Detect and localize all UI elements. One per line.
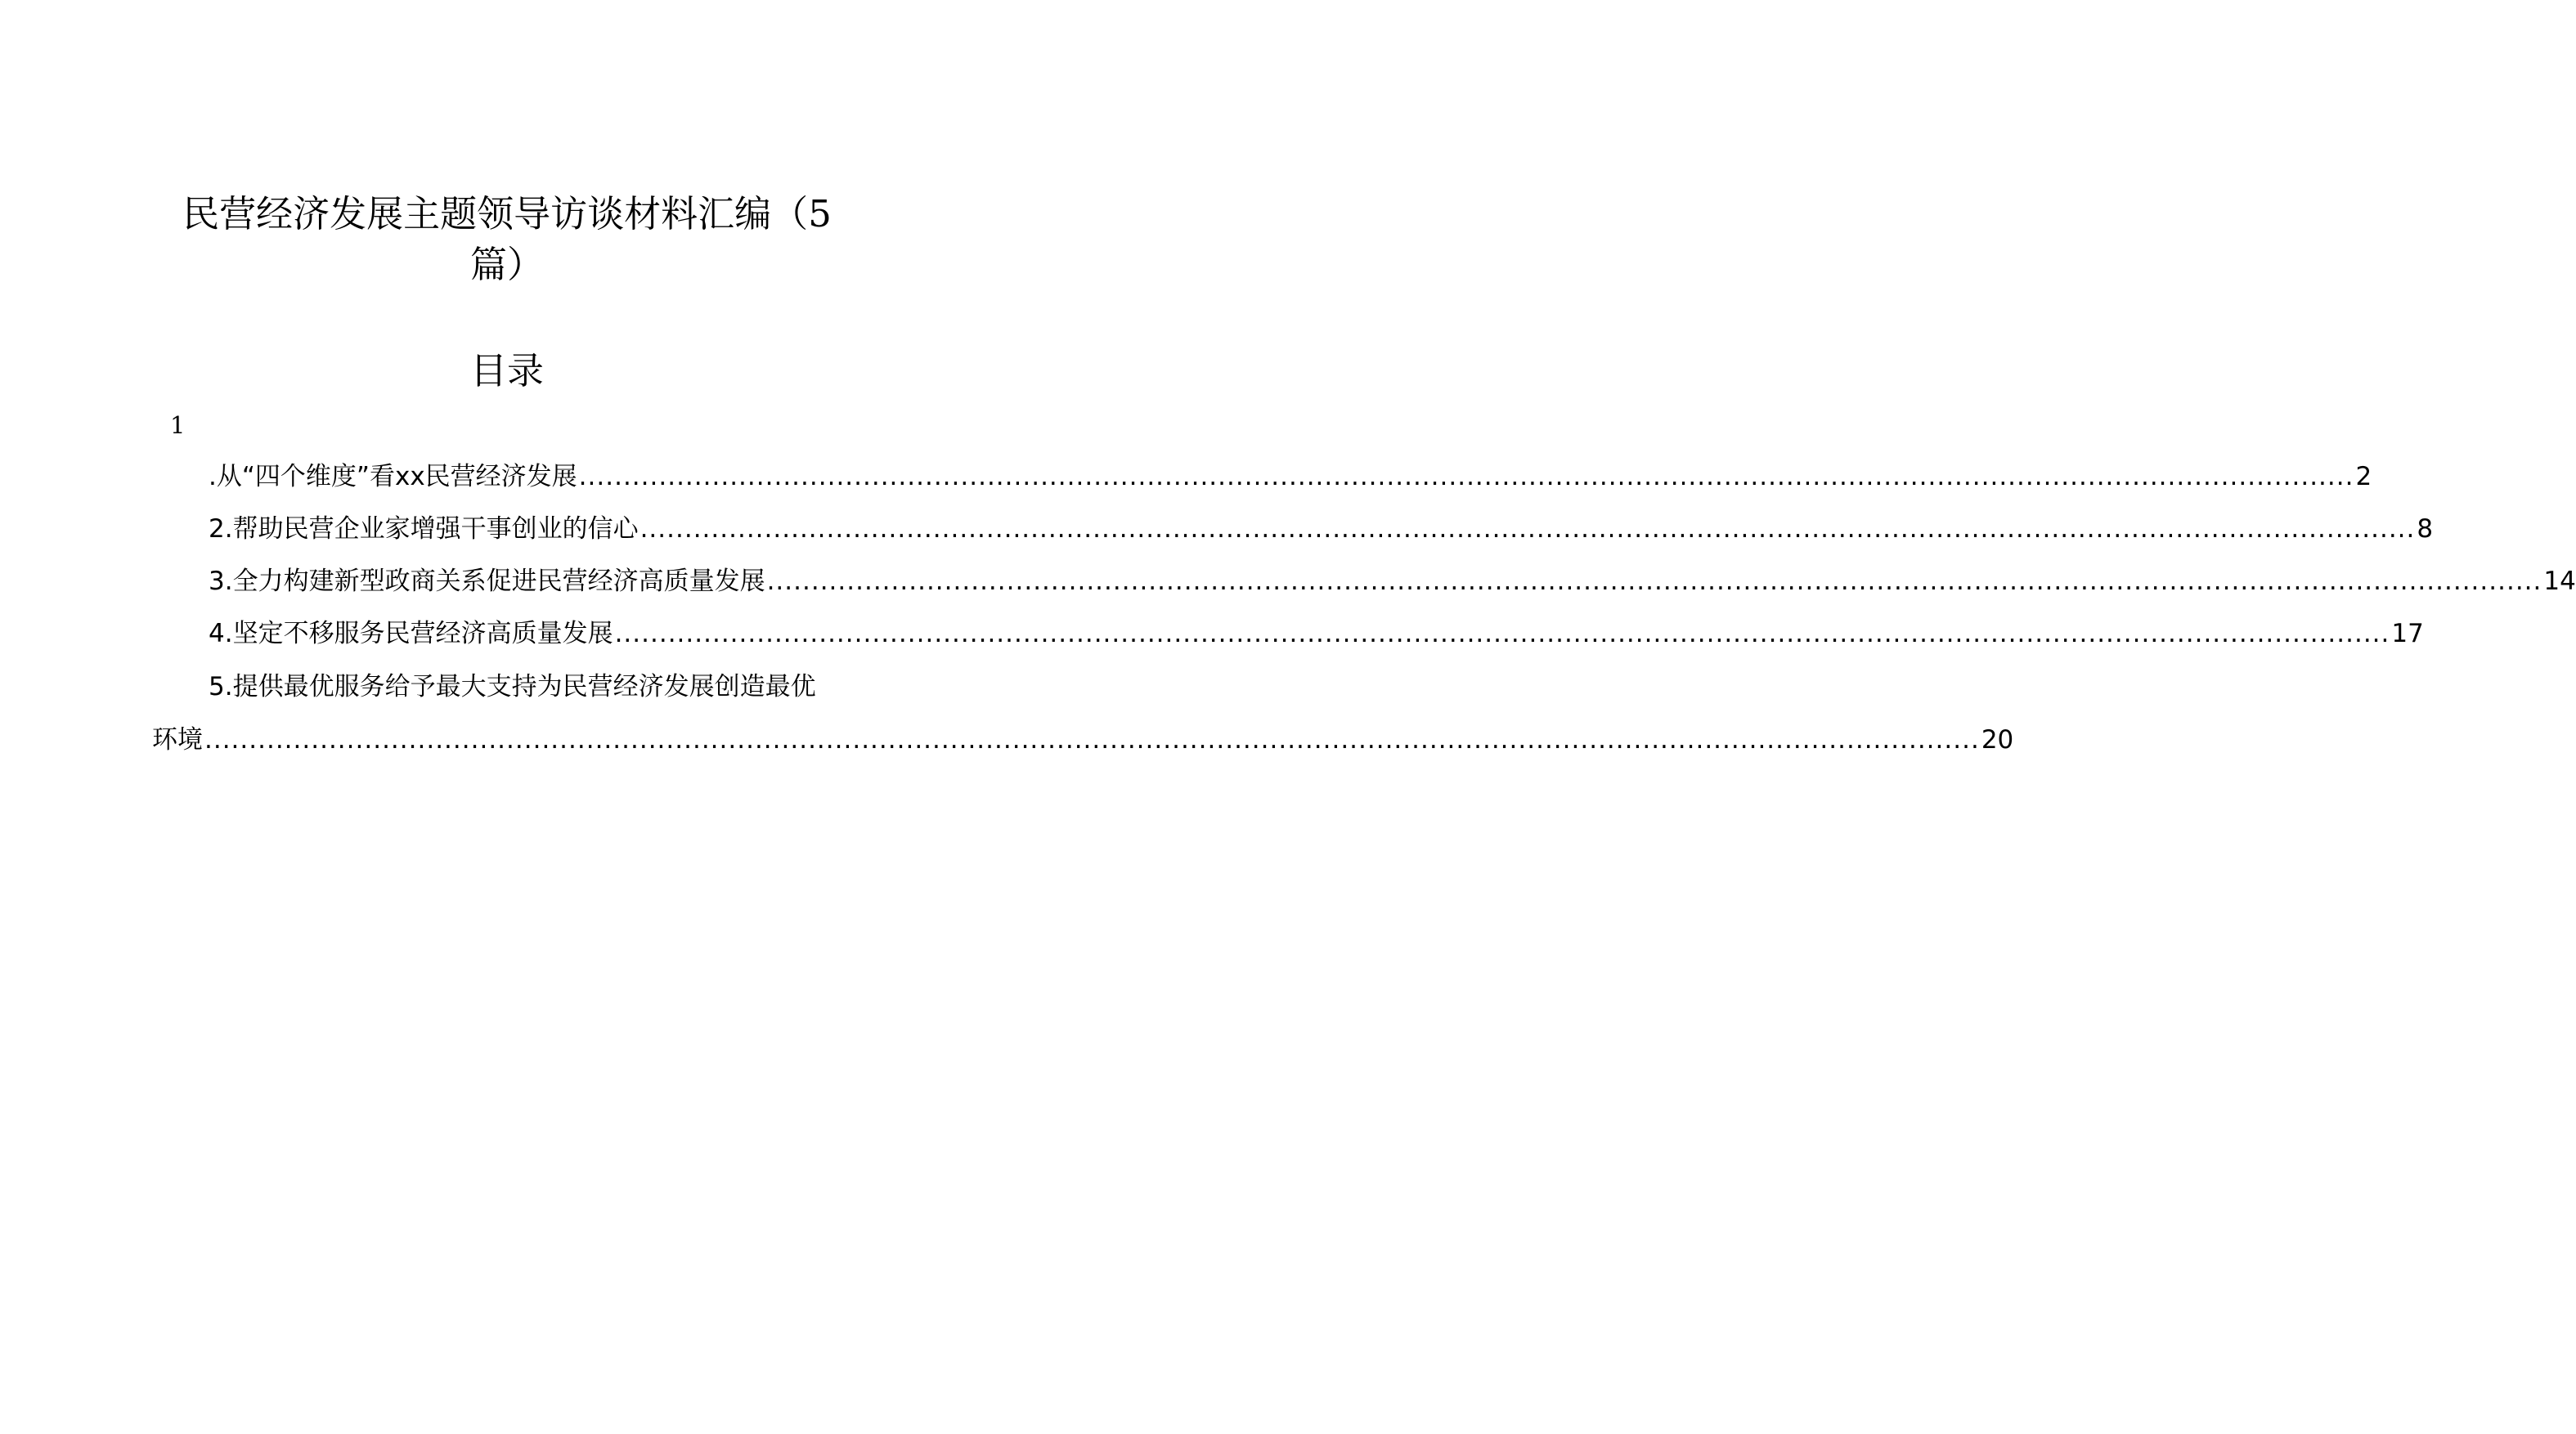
toc-item-page: 14 <box>2543 567 2576 596</box>
toc-item-2[interactable] <box>209 509 2434 549</box>
document-title-line-2: 篇） <box>469 243 544 286</box>
toc-item-4[interactable] <box>209 613 2424 654</box>
toc-item-label: 环境 <box>152 725 203 755</box>
document-title-line-1 <box>0 190 1014 239</box>
toc-item-label: 2.帮助民营企业家增强干事创业的信心 <box>209 514 639 544</box>
stray-number: 1 <box>170 411 186 439</box>
toc-item-page: 2 <box>2355 462 2372 491</box>
toc-item-3[interactable] <box>209 561 2576 602</box>
toc-dot-leader: ........................................................................................................................................................................................................ <box>578 462 2354 491</box>
toc-item-label: 3.全力构建新型政商关系促进民营经济高质量发展 <box>209 567 765 596</box>
toc-dot-leader: ........................................................................................................................................................................................................ <box>640 514 2416 544</box>
toc-item-1[interactable] <box>209 456 2372 497</box>
toc-dot-leader: ........................................................................................................................................................................................................ <box>766 567 2542 596</box>
toc-item-5-line-1[interactable]: 5.提供最优服务给予最大支持为民营经济发展创造最优 <box>209 672 816 701</box>
toc-item-5-line-2[interactable] <box>152 719 2014 760</box>
toc-item-page: 20 <box>1981 725 2014 755</box>
toc-heading: 目录 <box>469 349 544 392</box>
document-title-text: 民营经济发展主题领导访谈材料汇编（ <box>182 192 809 235</box>
toc-item-label: .从“四个维度”看xx民营经济发展 <box>209 462 577 491</box>
document-title-number: 5 <box>808 192 832 235</box>
toc-dot-leader: ........................................................................................................................................................................................................ <box>204 725 1980 755</box>
toc-item-page: 8 <box>2417 514 2434 544</box>
toc-dot-leader: ........................................................................................................................................................................................................ <box>614 619 2390 648</box>
toc-item-label: 4.坚定不移服务民营经济高质量发展 <box>209 619 613 648</box>
toc-item-page: 17 <box>2391 619 2424 648</box>
